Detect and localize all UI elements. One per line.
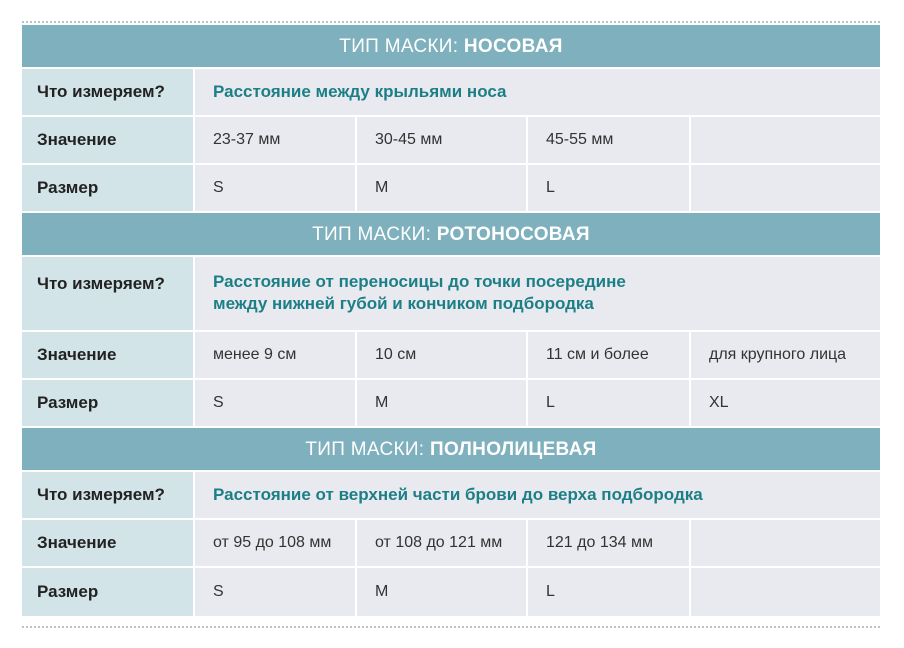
measure-row xyxy=(22,257,880,332)
size-cell: L xyxy=(528,165,691,211)
measure-description xyxy=(195,472,880,518)
top-dotted-rule xyxy=(22,21,880,23)
measure-line: Расстояние от верхней части брови до верха подбородка xyxy=(213,485,703,504)
value-label: Значение xyxy=(22,332,195,378)
measure-row xyxy=(22,472,880,520)
header-mask-type: ПОЛНОЛИЦЕВАЯ xyxy=(429,439,597,460)
size-cell xyxy=(691,165,880,211)
measure-description xyxy=(195,69,880,115)
measure-row xyxy=(22,69,880,117)
measure-description xyxy=(195,257,880,330)
mask-size-table xyxy=(22,25,880,616)
header-prefix: ТИП МАСКИ: xyxy=(312,224,432,245)
value-row xyxy=(22,332,880,380)
section-header-nasal xyxy=(22,25,880,69)
size-label: Размер xyxy=(22,568,195,616)
size-cell: L xyxy=(528,568,691,616)
header-prefix: ТИП МАСКИ: xyxy=(339,36,459,57)
size-cell: XL xyxy=(691,380,880,426)
header-mask-type: НОСОВАЯ xyxy=(463,36,563,57)
value-cell: для крупного лица xyxy=(691,332,880,378)
value-cell: 10 см xyxy=(357,332,528,378)
size-cell: M xyxy=(357,568,528,616)
header-prefix: ТИП МАСКИ: xyxy=(305,439,425,460)
header-mask-type: РОТОНОСОВАЯ xyxy=(436,224,590,245)
value-cell xyxy=(691,117,880,163)
size-cell: S xyxy=(195,380,357,426)
value-cell: 45-55 мм xyxy=(528,117,691,163)
size-row xyxy=(22,568,880,616)
size-cell: M xyxy=(357,380,528,426)
value-cell: 121 до 134 мм xyxy=(528,520,691,566)
value-cell: от 108 до 121 мм xyxy=(357,520,528,566)
size-cell xyxy=(691,568,880,616)
value-cell: 11 см и более xyxy=(528,332,691,378)
size-row xyxy=(22,380,880,428)
value-label: Значение xyxy=(22,117,195,163)
size-label: Размер xyxy=(22,380,195,426)
measure-label: Что измеряем? xyxy=(22,69,195,115)
size-row xyxy=(22,165,880,213)
value-cell: 30-45 мм xyxy=(357,117,528,163)
measure-line: между нижней губой и кончиком подбородка xyxy=(213,294,594,313)
value-cell xyxy=(691,520,880,566)
value-label: Значение xyxy=(22,520,195,566)
size-label: Размер xyxy=(22,165,195,211)
size-cell: S xyxy=(195,165,357,211)
value-cell: от 95 до 108 мм xyxy=(195,520,357,566)
bottom-dotted-rule xyxy=(22,626,880,628)
measure-line: Расстояние от переносицы до точки посередине xyxy=(213,272,626,291)
section-header-oronasal xyxy=(22,213,880,257)
size-cell: S xyxy=(195,568,357,616)
value-row xyxy=(22,520,880,568)
value-row xyxy=(22,117,880,165)
measure-line: Расстояние между крыльями носа xyxy=(213,82,507,101)
size-cell: M xyxy=(357,165,528,211)
value-cell: 23-37 мм xyxy=(195,117,357,163)
measure-label: Что измеряем? xyxy=(22,472,195,518)
section-header-full-face xyxy=(22,428,880,472)
size-cell: L xyxy=(528,380,691,426)
value-cell: менее 9 см xyxy=(195,332,357,378)
measure-label: Что измеряем? xyxy=(22,257,195,330)
